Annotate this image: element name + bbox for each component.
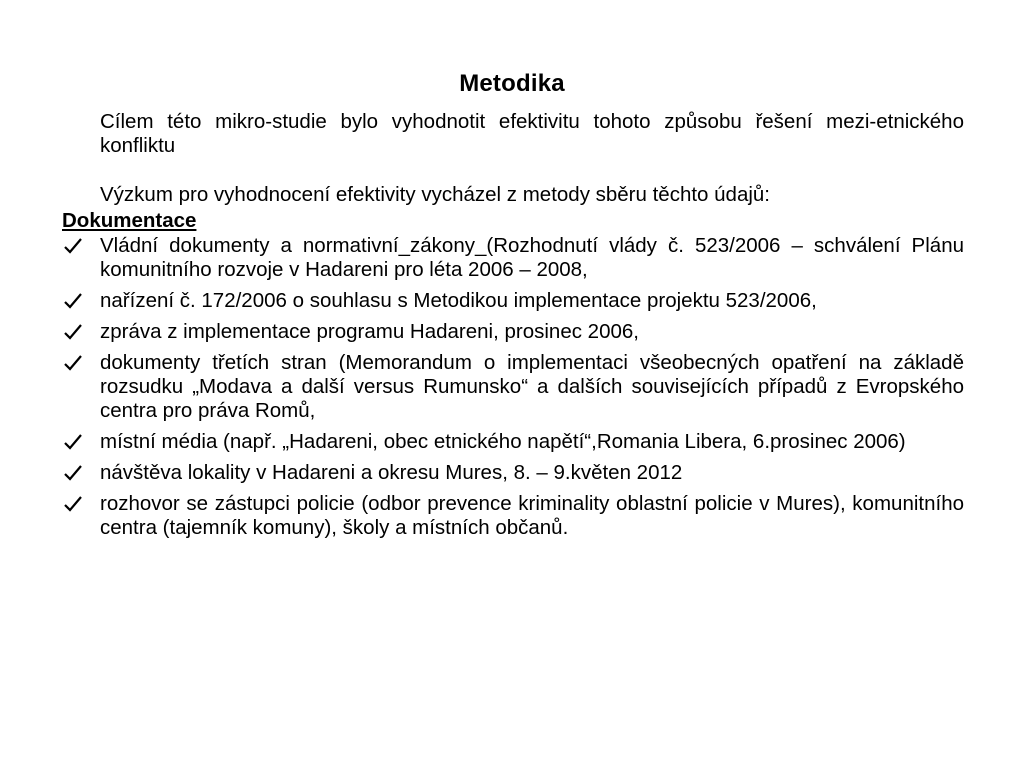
list-item [62,461,964,485]
list-item [62,430,964,454]
section-heading-documentation: Dokumentace [62,209,197,232]
documentation-list [62,234,964,540]
checkmark-icon [64,293,82,309]
checkmark-icon [64,324,82,340]
checkmark-icon [64,465,82,481]
list-item-text: místní média (např. „Hadareni, obec etnického napětí“,Romania Libera, 6.prosinec 2006) [100,430,906,453]
intro-paragraph-aim: Cílem této mikro-studie bylo vyhodnotit efektivitu tohoto způsobu řešení mezi-etnického konfliktu [100,110,964,157]
slide-title: Metodika [459,70,565,97]
checkmark-icon [64,238,82,254]
list-item-text: dokumenty třetích stran (Memorandum o implementaci všeobecných opatření na základě rozsudku „Modava a další versus Rumunsko“ a dalších souvisejících případů z Evropského centra pro práva Romů, [100,351,964,422]
list-item [62,351,964,423]
list-item [62,492,964,540]
checkmark-icon [64,496,82,512]
list-item-text: nařízení č. 172/2006 o souhlasu s Metodikou implementace projektu 523/2006, [100,289,817,312]
list-item-text: Vládní dokumenty a normativní_zákony_(Rozhodnutí vlády č. 523/2006 – schválení Plánu komunitního rozvoje v Hadareni pro léta 2006 – 2008, [100,234,964,281]
list-item [62,289,964,313]
intro-paragraph-method: Výzkum pro vyhodnocení efektivity vycházel z metody sběru těchto údajů: [100,183,771,206]
list-item [62,320,964,344]
list-item [62,234,964,282]
slide-content [62,110,964,547]
list-item-text: zpráva z implementace programu Hadareni, prosinec 2006, [100,320,639,343]
checkmark-icon [64,355,82,371]
list-item-text: návštěva lokality v Hadareni a okresu Mures, 8. – 9.květen 2012 [100,461,683,484]
checkmark-icon [64,434,82,450]
list-item-text: rozhovor se zástupci policie (odbor prevence kriminality oblastní policie v Mures), komunitního centra (tajemník komuny), školy a místních občanů. [100,492,964,539]
